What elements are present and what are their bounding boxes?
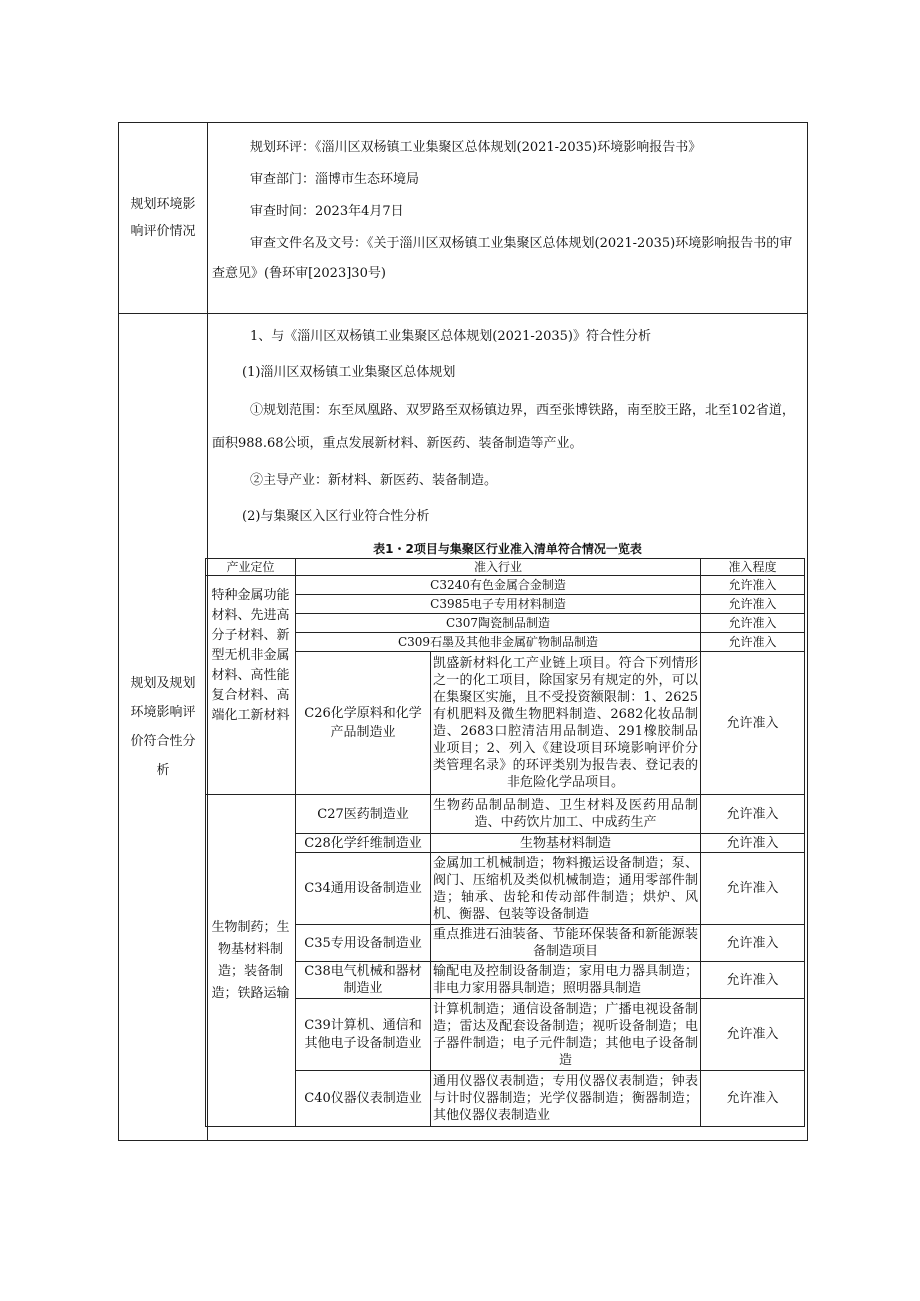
industry-group-2: 生物制药；生物基材料制造；装备制造；铁路运输: [206, 795, 296, 1127]
table-row: [206, 999, 805, 1071]
label-line: 价符合性分: [130, 734, 196, 749]
label-line: 规划环境影: [130, 197, 196, 212]
table-row: [206, 652, 805, 795]
table-title: 表1・2项目与集聚区行业准入清单符合情况一览表: [373, 542, 642, 556]
level-cell: 允许准入: [701, 652, 805, 795]
table-row: [206, 633, 805, 652]
industry-code: C35专用设备制造业: [296, 925, 431, 962]
industry-desc: 通用仪器仪表制造；专用仪器仪表制造；钟表与计时仪器制造；光学仪器制造；衡器制造；其他仪器仪表制造业: [431, 1071, 701, 1127]
industry-cell: C3240有色金属合金制造: [296, 576, 701, 595]
table-row: [206, 962, 805, 999]
industry-code: C40仪器仪表制造业: [296, 1071, 431, 1127]
header-cell: 准入程度: [701, 559, 805, 576]
industry-code: C39计算机、通信和其他电子设备制造业: [296, 999, 431, 1071]
label-line: 响评价情况: [130, 224, 196, 239]
table-row: [206, 834, 805, 853]
eia-name: 规划环评：《淄川区双杨镇工业集聚区总体规划(2021-2035)环境影响报告书》: [250, 140, 702, 155]
industry-desc: 凯盛新材料化工产业链上项目。符合下列情形之一的化工项目，除国家另有规定的外，可以在集聚区实施，且不受投资额限制：1、2625有机肥料及微生物肥料制造、2682化妆品制造、2683口腔清洁用品制造、291橡胶制品业项目；2、列入《建设项目环境影响评价分类管理名录》的环评类别为报告表、登记表的非危险化学品项目。: [431, 652, 701, 795]
leading-industry: ②主导产业：新材料、新医药、装备制造。: [250, 473, 498, 488]
row-planning-eia: [119, 123, 808, 314]
main-table: [118, 122, 808, 1141]
industry-group-1: 特种金属功能材料、先进高分子材料、新型无机非金属材料、高性能复合材料、高端化工新材料: [206, 576, 296, 795]
planning-scope: ①规划范围：东至凤凰路、双罗路至双杨镇边界，西至张博铁路，南至胶王路，北至102省道，面积988.68公顷，重点发展新材料、新医药、装备制造等产业。: [212, 403, 795, 451]
level-cell: 允许准入: [701, 1071, 805, 1127]
label-line: 析: [156, 763, 170, 778]
conformity-content: [208, 314, 808, 1141]
industry-desc: 生物基材料制造: [431, 834, 701, 853]
industry-cell: C307陶瓷制品制造: [296, 614, 701, 633]
table-row: [206, 1071, 805, 1127]
industry-code: C27医药制造业: [296, 795, 431, 834]
level-cell: 允许准入: [701, 834, 805, 853]
sub-heading-2: (2)与集聚区入区行业符合性分析: [242, 509, 430, 524]
table-row: [206, 795, 805, 834]
level-cell: 允许准入: [701, 595, 805, 614]
header-cell: 准入行业: [296, 559, 701, 576]
section-heading: 1、与《淄川区双杨镇工业集聚区总体规划(2021-2035)》符合性分析: [250, 329, 651, 344]
industry-code: C34通用设备制造业: [296, 853, 431, 925]
level-cell: 允许准入: [701, 999, 805, 1071]
table-row: [206, 595, 805, 614]
table-row: [206, 925, 805, 962]
level-cell: 允许准入: [701, 633, 805, 652]
level-cell: 允许准入: [701, 614, 805, 633]
industry-desc: 金属加工机械制造；物料搬运设备制造；泵、阀门、压缩机及类似机械制造；通用零部件制造；轴承、齿轮和传动部件制造；烘炉、风机、衡器、包装等设备制造: [431, 853, 701, 925]
industry-desc: 生物药品制品制造、卫生材料及医药用品制造、中药饮片加工、中成药生产: [431, 795, 701, 834]
label-conformity: [119, 314, 208, 1141]
industry-code: C28化学纤维制造业: [296, 834, 431, 853]
label-line: 环境影响评: [130, 705, 196, 720]
row-conformity: [119, 314, 808, 1141]
table-row: [206, 853, 805, 925]
industry-cell: C309石墨及其他非金属矿物制品制造: [296, 633, 701, 652]
label-line: 规划及规划: [130, 676, 196, 691]
table-header-row: [206, 559, 805, 576]
sub-heading: (1)淄川区双杨镇工业集聚区总体规划: [242, 365, 456, 380]
table-row: [206, 614, 805, 633]
level-cell: 允许准入: [701, 853, 805, 925]
label-planning-eia: [119, 123, 208, 314]
industry-desc: 计算机制造；通信设备制造；广播电视设备制造；雷达及配套设备制造；视听设备制造；电子器件制造；电子元件制造；其他电子设备制造: [431, 999, 701, 1071]
review-doc: 审查文件名及文号：《关于淄川区双杨镇工业集聚区总体规划(2021-2035)环境影响报告书的审查意见》(鲁环审[2023]30号): [212, 236, 793, 281]
planning-eia-content: [208, 123, 808, 314]
review-date: 审查时间：2023年4月7日: [250, 204, 404, 219]
table-row: [206, 576, 805, 595]
industry-code: C38电气机械和器材制造业: [296, 962, 431, 999]
level-cell: 允许准入: [701, 576, 805, 595]
industry-desc: 重点推进石油装备、节能环保装备和新能源装备制造项目: [431, 925, 701, 962]
level-cell: 允许准入: [701, 795, 805, 834]
industry-table: [205, 558, 805, 1127]
header-cell: 产业定位: [206, 559, 296, 576]
industry-code: C26化学原料和化学产品制造业: [296, 652, 431, 795]
industry-desc: 输配电及控制设备制造；家用电力器具制造；非电力家用器具制造；照明器具制造: [431, 962, 701, 999]
level-cell: 允许准入: [701, 925, 805, 962]
review-dept: 审查部门：淄博市生态环境局: [250, 172, 420, 187]
industry-cell: C3985电子专用材料制造: [296, 595, 701, 614]
level-cell: 允许准入: [701, 962, 805, 999]
